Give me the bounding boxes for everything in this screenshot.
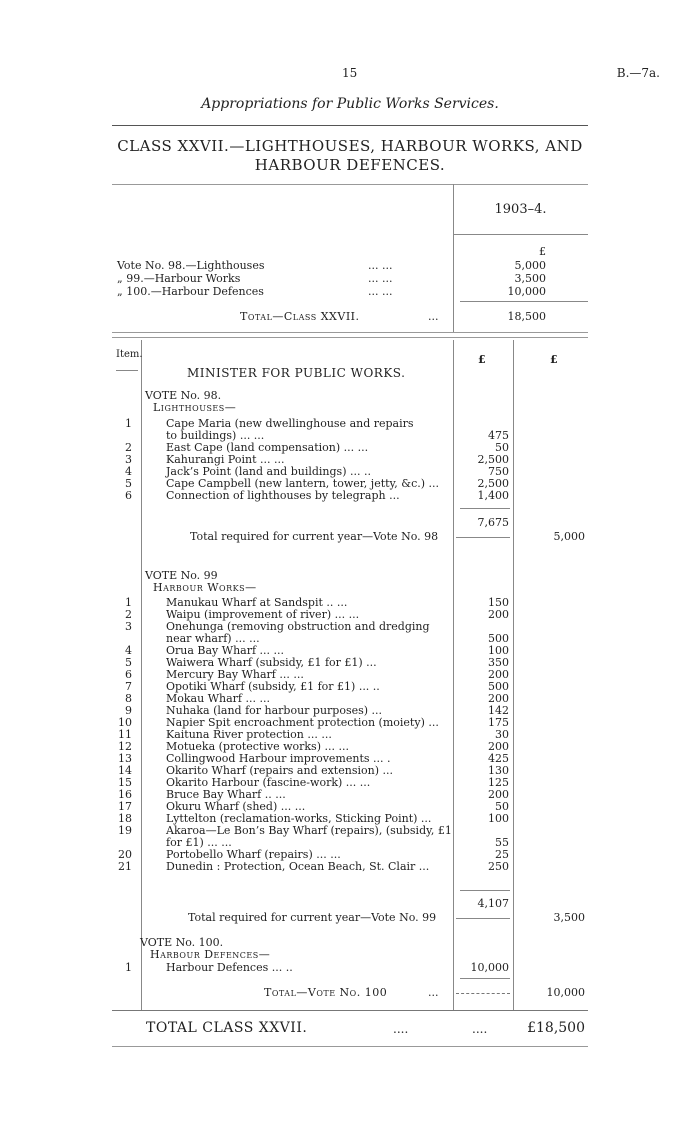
item-description: Waiwera Wharf (subsidy, £1 for £1) ...	[166, 656, 377, 669]
item-number: 3	[125, 453, 132, 466]
summary-row-amount: 3,500	[514, 272, 546, 285]
vote-total-dots: ...	[428, 986, 439, 999]
item-number: 9	[125, 704, 132, 717]
item-number: 16	[118, 788, 132, 801]
item-description: Dunedin : Protection, Ocean Beach, St. Clair ...	[166, 860, 430, 873]
vote-subhead: Harbour Works—	[153, 581, 257, 594]
item-number: 2	[125, 441, 132, 454]
vote-total: 5,000	[553, 530, 585, 543]
item-number: 20	[118, 848, 132, 861]
summary-row	[117, 273, 240, 285]
item-number: 3	[125, 620, 132, 633]
item-description: Cape Campbell (new lantern, tower, jetty, &c.) ...	[166, 477, 440, 490]
item-number: 4	[125, 644, 132, 657]
rule	[460, 508, 510, 509]
rule	[112, 125, 588, 126]
item-amount: 200	[488, 740, 509, 753]
rule	[112, 337, 588, 338]
page-number: 15	[342, 66, 358, 80]
minister-heading: MINISTER FOR PUBLIC WORKS.	[187, 366, 406, 380]
item-number: 13	[118, 752, 132, 765]
item-amount: 142	[488, 704, 509, 717]
item-amount: 250	[488, 860, 509, 873]
item-description: Okarito Harbour (fascine-work) ... ...	[166, 776, 371, 789]
item-description: Okarito Wharf (repairs and extension) ...	[166, 764, 393, 777]
item-number: 18	[118, 812, 132, 825]
summary-row	[117, 286, 264, 298]
item-number: 6	[125, 489, 132, 502]
item-amount: 175	[488, 716, 509, 729]
item-amount: 100	[488, 812, 509, 825]
rule	[456, 918, 510, 919]
grand-total-dots: ....	[472, 1022, 488, 1036]
item-description: Kahurangi Point ... ...	[166, 453, 285, 466]
item-amount: 200	[488, 608, 509, 621]
column-rule	[141, 340, 142, 1010]
rule	[456, 537, 510, 538]
rule	[453, 234, 588, 235]
item-description: Opotiki Wharf (subsidy, £1 for £1) ... ..	[166, 680, 380, 693]
vote-title: VOTE No. 98.	[145, 389, 222, 402]
rule	[456, 993, 510, 994]
vote-subhead: Lighthouses—	[153, 401, 237, 414]
rule	[112, 184, 588, 185]
item-amount: 500	[488, 680, 509, 693]
item-description: Nuhaka (land for harbour purposes) ...	[166, 704, 383, 717]
item-description: Cape Maria (new dwellinghouse and repairs	[166, 417, 414, 430]
item-column-header: Item.	[116, 349, 143, 360]
class-title-line2: HARBOUR DEFENCES.	[254, 156, 446, 174]
item-number: 12	[118, 740, 132, 753]
vote-subtotal: 4,107	[477, 897, 509, 910]
summary-row-dots: ... ...	[368, 285, 393, 298]
item-description: Okuru Wharf (shed) ... ...	[166, 800, 306, 813]
grand-total-amount: £18,500	[527, 1020, 585, 1036]
item-number: 4	[125, 465, 132, 478]
summary-total-amount: 18,500	[507, 310, 546, 323]
item-amount: 500	[488, 632, 509, 645]
item-description: Napier Spit encroachment protection (moiety) ...	[166, 716, 439, 729]
summary-row-dots: ... ...	[368, 259, 393, 272]
item-description: Jack’s Point (land and buildings) ... ..	[166, 465, 371, 478]
item-number: 5	[125, 656, 132, 669]
summary-total-label: Total—Class XXVII.	[240, 310, 360, 323]
vote-total-label: Total required for current year—Vote No. 99	[188, 911, 437, 924]
document-reference: B.—7a.	[616, 66, 660, 80]
item-description: Kaituna River protection ... ...	[166, 728, 332, 741]
item-number: 14	[118, 764, 132, 777]
item-amount: 50	[495, 800, 509, 813]
summary-row-label: „ 99.—Harbour Works	[117, 272, 241, 285]
item-number: 1	[125, 596, 132, 609]
item-description: Mokau Wharf ... ...	[166, 692, 270, 705]
item-number: 5	[125, 477, 132, 490]
item-amount: 350	[488, 656, 509, 669]
vote-subtotal: 7,675	[477, 516, 509, 529]
summary-row-dots: ... ...	[368, 272, 393, 285]
item-number: 17	[118, 800, 132, 813]
item-amount: 2,500	[477, 453, 509, 466]
item-amount: 30	[495, 728, 509, 741]
item-description: Lyttelton (reclamation-works, Sticking Point) ...	[166, 812, 432, 825]
item-description: for £1) ... ...	[166, 836, 232, 849]
item-description: Orua Bay Wharf ... ...	[166, 644, 285, 657]
item-number: 10	[118, 716, 132, 729]
item-number: 11	[118, 728, 132, 741]
item-amount: 1,400	[477, 489, 509, 502]
summary-row-amount: 10,000	[507, 285, 546, 298]
vote-total-label: Total required for current year—Vote No. 98	[190, 530, 439, 543]
page-subtitle: Appropriations for Public Works Services.	[201, 96, 499, 112]
item-amount: 150	[488, 596, 509, 609]
currency-symbol: £	[550, 353, 558, 366]
item-description: Mercury Bay Wharf ... ...	[166, 668, 304, 681]
vote-total: 10,000	[546, 986, 585, 999]
item-amount: 200	[488, 788, 509, 801]
item-description: Akaroa—Le Bon’s Bay Wharf (repairs), (subsidy, £1	[166, 824, 452, 837]
item-number: 1	[125, 961, 132, 974]
rule	[116, 370, 138, 371]
vote-title: VOTE No. 100.	[140, 936, 224, 949]
item-description: Harbour Defences ... ..	[166, 961, 293, 974]
item-number: 15	[118, 776, 132, 789]
item-amount: 25	[495, 848, 509, 861]
rule	[112, 332, 588, 333]
item-number: 7	[125, 680, 132, 693]
currency-symbol: £	[478, 353, 486, 366]
summary-row-label: „ 100.—Harbour Defences	[117, 285, 264, 298]
item-description: near wharf) ... ...	[166, 632, 260, 645]
grand-total-label: TOTAL CLASS XXVII.	[146, 1020, 308, 1036]
item-description: Portobello Wharf (repairs) ... ...	[166, 848, 341, 861]
item-amount: 750	[488, 465, 509, 478]
item-description: Motueka (protective works) ... ...	[166, 740, 349, 753]
rule	[460, 890, 510, 891]
rule	[460, 301, 588, 302]
item-number: 6	[125, 668, 132, 681]
item-amount: 100	[488, 644, 509, 657]
item-description: Waipu (improvement of river) ... ...	[166, 608, 360, 621]
rule	[112, 1010, 588, 1011]
vote-total: 3,500	[553, 911, 585, 924]
item-description: Connection of lighthouses by telegraph ...	[166, 489, 400, 502]
item-amount: 200	[488, 692, 509, 705]
item-description: Onehunga (removing obstruction and dredging	[166, 620, 430, 633]
item-amount: 10,000	[470, 961, 509, 974]
summary-row	[117, 260, 265, 272]
rule	[460, 978, 510, 979]
item-description: East Cape (land compensation) ... ...	[166, 441, 369, 454]
item-number: 21	[118, 860, 132, 873]
summary-row-label: Vote No. 98.—Lighthouses	[117, 259, 265, 272]
item-amount: 125	[488, 776, 509, 789]
grand-total-dots: ....	[393, 1022, 409, 1036]
item-description: Collingwood Harbour improvements ... .	[166, 752, 391, 765]
item-number: 8	[125, 692, 132, 705]
item-amount: 50	[495, 441, 509, 454]
class-title-line1: CLASS XXVII.—LIGHTHOUSES, HARBOUR WORKS, AND	[117, 137, 583, 155]
rule	[112, 1046, 588, 1047]
item-number: 2	[125, 608, 132, 621]
item-number: 19	[118, 824, 132, 837]
summary-total-dots: ...	[428, 310, 439, 323]
item-amount: 130	[488, 764, 509, 777]
item-amount: 2,500	[477, 477, 509, 490]
item-description: Manukau Wharf at Sandspit .. ...	[166, 596, 348, 609]
item-amount: 475	[488, 429, 509, 442]
currency-symbol: £	[539, 245, 546, 258]
vote-total-label: Total—Vote No. 100	[264, 986, 388, 999]
column-rule	[513, 340, 514, 1010]
summary-row-amount: 5,000	[514, 259, 546, 272]
item-number: 1	[125, 417, 132, 430]
item-description: to buildings) ... ...	[166, 429, 265, 442]
summary-year: 1903–4.	[494, 202, 547, 217]
vote-subhead: Harbour Defences—	[150, 948, 271, 961]
item-amount: 200	[488, 668, 509, 681]
item-description: Bruce Bay Wharf .. ...	[166, 788, 286, 801]
vote-title: VOTE No. 99	[145, 569, 218, 582]
item-amount: 55	[495, 836, 509, 849]
item-amount: 425	[488, 752, 509, 765]
